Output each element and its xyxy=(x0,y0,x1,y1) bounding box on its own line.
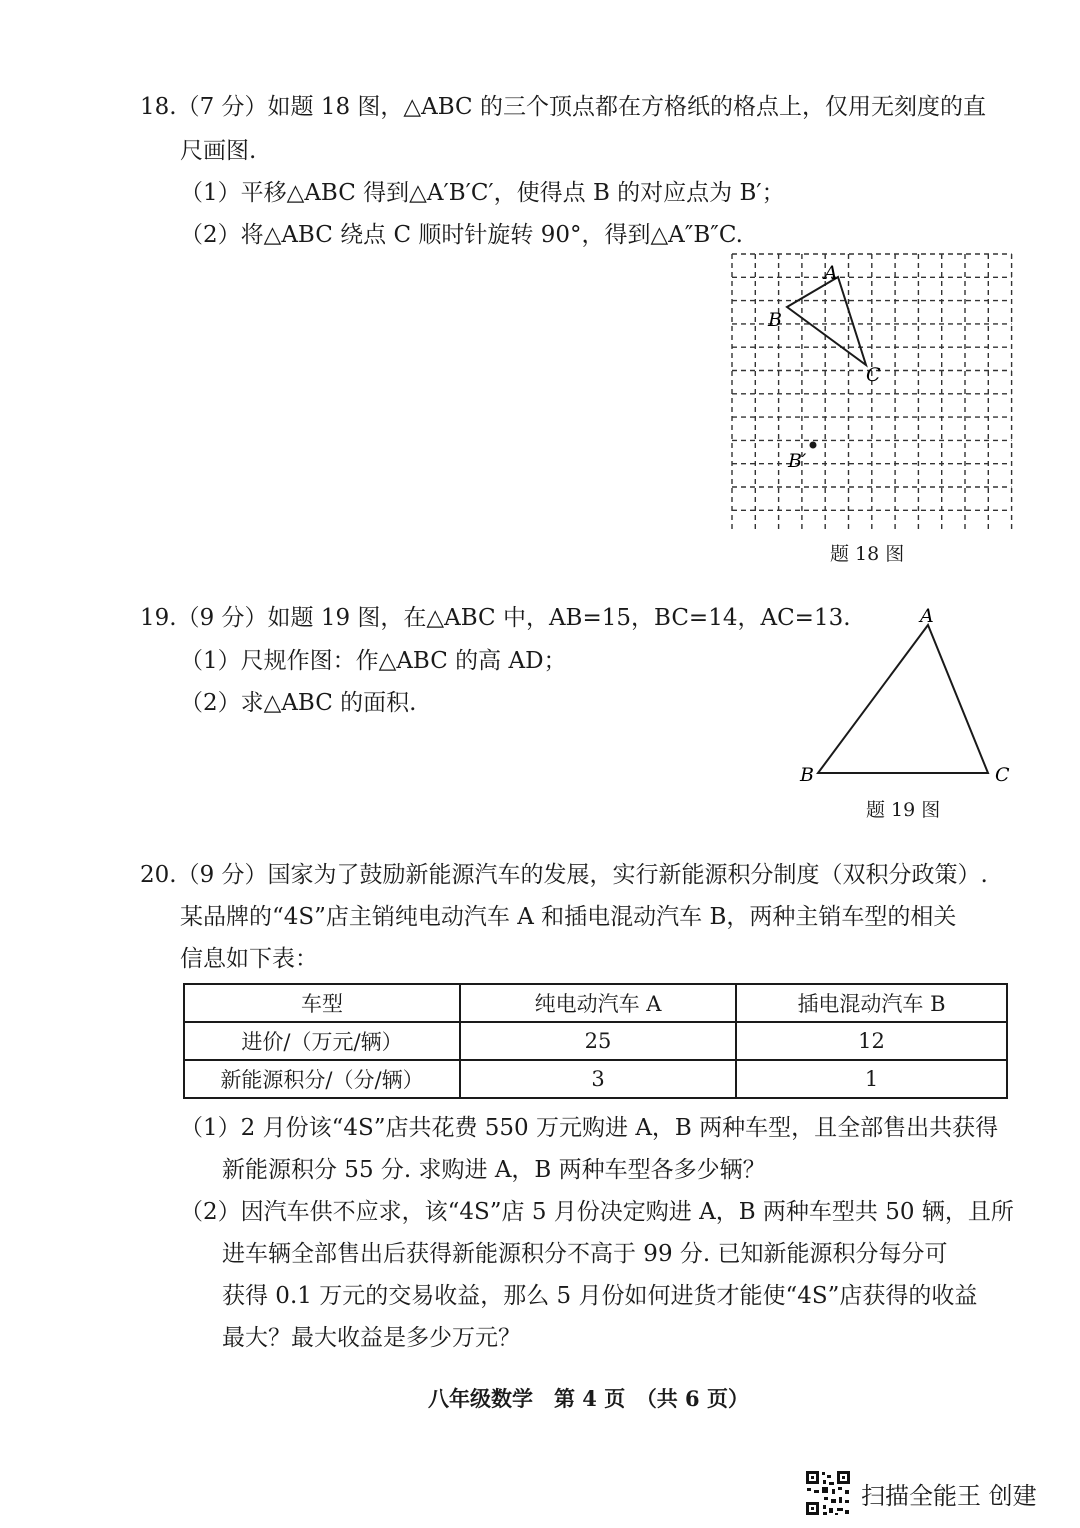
q19-triangle-abc xyxy=(818,625,988,773)
table-cell: 25 xyxy=(460,1022,736,1060)
q18-triangle-abc xyxy=(787,277,866,365)
scanner-label: 扫描全能王 创建 xyxy=(861,1481,1037,1510)
q20-part1-line1: （1）2 月份该“4S”店共花费 550 万元购进 A，B 两种车型，且全部售出共获得 xyxy=(180,1115,999,1141)
table-header-cell: 插电混动汽车 B xyxy=(736,984,1007,1022)
q20-line1: 20.（9 分）国家为了鼓励新能源汽车的发展，实行新能源积分制度（双积分政策）. xyxy=(140,862,988,888)
page-footer: 八年级数学 第 4 页 （共 6 页） xyxy=(428,1386,749,1411)
q19-label-b: B xyxy=(800,764,814,786)
q18-part1: （1）平移△ABC 得到△A′B′C′，使得点 B 的对应点为 B′； xyxy=(180,180,785,206)
q20-line3: 信息如下表： xyxy=(180,946,318,972)
table-header-cell: 纯电动汽车 A xyxy=(460,984,736,1022)
scanner-watermark xyxy=(805,1470,1037,1516)
q19-triangle-figure xyxy=(790,600,1020,795)
q20-part2-line3: 获得 0.1 万元的交易收益，那么 5 月份如何进货才能使“4S”店获得的收益 xyxy=(222,1283,978,1309)
q19-part1: （1）尺规作图：作△ABC 的高 AD； xyxy=(180,648,567,674)
table-cell: 进价/（万元/辆） xyxy=(184,1022,460,1060)
q20-part2-line4: 最大？最大收益是多少万元？ xyxy=(222,1325,521,1351)
q18-point-bprime xyxy=(810,442,817,449)
q18-line1: 18.（7 分）如题 18 图，△ABC 的三个顶点都在方格纸的格点上，仅用无刻度的直 xyxy=(140,94,986,120)
q20-part1-line2: 新能源积分 55 分. 求购进 A，B 两种车型各多少辆？ xyxy=(222,1157,766,1183)
table-header-cell: 车型 xyxy=(184,984,460,1022)
q19-label-a: A xyxy=(920,605,934,627)
q19-caption: 题 19 图 xyxy=(866,799,941,821)
table-cell: 12 xyxy=(736,1022,1007,1060)
q20-part2-line1: （2）因汽车供不应求，该“4S”店 5 月份决定购进 A，B 两种车型共 50 辆，且所 xyxy=(180,1199,1014,1225)
q18-label-c: C xyxy=(866,364,881,386)
q19-label-c: C xyxy=(995,764,1010,786)
q19-part2: （2）求△ABC 的面积. xyxy=(180,690,417,716)
table-header-row xyxy=(184,984,1007,1022)
table-row xyxy=(184,1022,1007,1060)
table-row xyxy=(184,1060,1007,1098)
table-cell: 新能源积分/（分/辆） xyxy=(184,1060,460,1098)
q18-line2: 尺画图. xyxy=(180,138,257,164)
car-spec-table xyxy=(183,983,1008,1099)
q18-part2: （2）将△ABC 绕点 C 顺时针旋转 90°，得到△A″B″C. xyxy=(180,222,743,248)
q18-grid-figure xyxy=(728,250,1013,532)
grid-lines xyxy=(732,254,1012,532)
table-cell: 3 xyxy=(460,1060,736,1098)
qr-code-icon xyxy=(805,1470,851,1516)
q18-caption: 题 18 图 xyxy=(830,543,905,565)
q18-label-bprime: B′ xyxy=(788,450,807,472)
q18-label-a: A xyxy=(824,262,838,284)
table-cell: 1 xyxy=(736,1060,1007,1098)
q19-line1: 19.（9 分）如题 19 图，在△ABC 中，AB=15，BC=14，AC=13. xyxy=(140,605,851,631)
q20-line2: 某品牌的“4S”店主销纯电动汽车 A 和插电混动汽车 B，两种主销车型的相关 xyxy=(180,904,957,930)
q18-label-b: B xyxy=(768,309,782,331)
q20-part2-line2: 进车辆全部售出后获得新能源积分不高于 99 分. 已知新能源积分每分可 xyxy=(222,1241,948,1267)
